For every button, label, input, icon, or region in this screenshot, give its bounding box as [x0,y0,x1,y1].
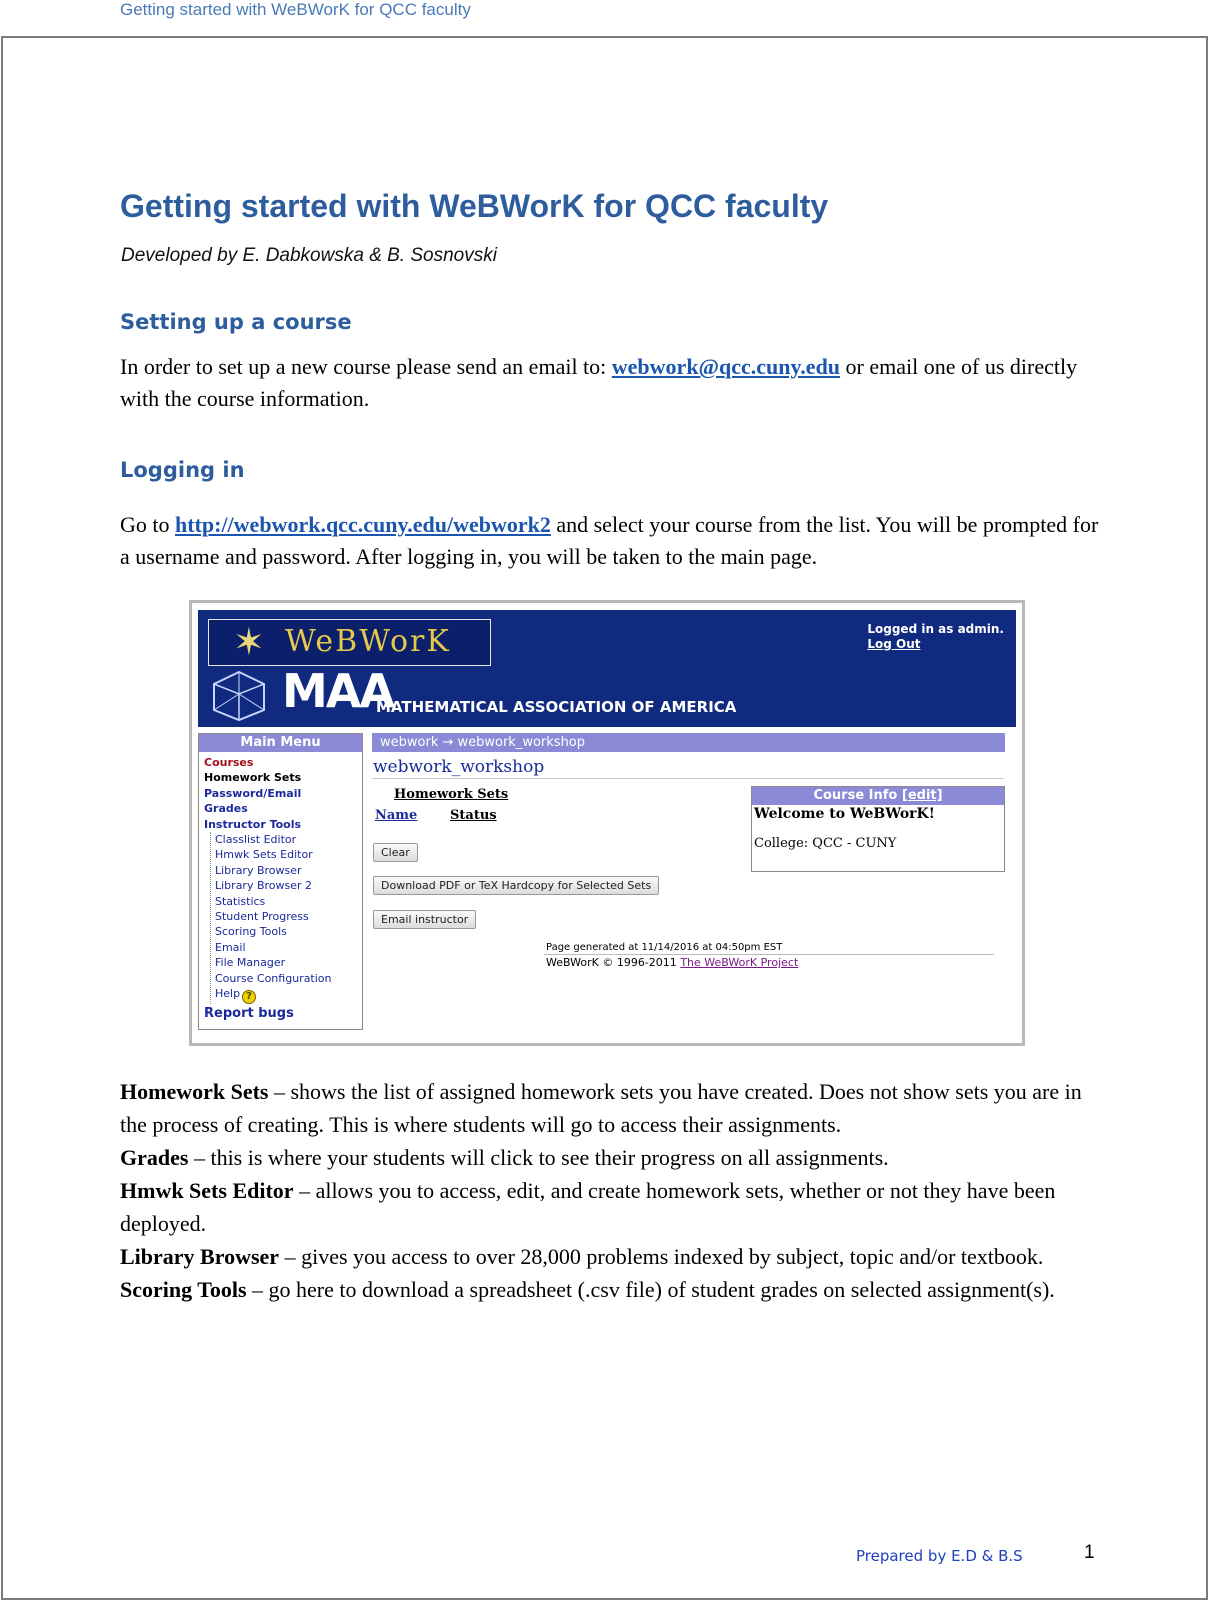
homework-sets-heading: Homework Sets [394,787,509,802]
webwork-logo-text: WeBWorK [285,624,451,659]
menu-item-library-browser[interactable]: Library Browser [215,863,302,877]
setup-text-before: In order to set up a new course please send an email to: [120,354,612,379]
star-icon: ✶ [233,622,265,664]
desc-hmwk-sets-editor: – allows you to access, edit, and create homework sets, whether or not they have been deployed. [120,1178,1056,1236]
term-library-browser: Library Browser [120,1244,280,1269]
help-question-icon: ? [242,990,256,1004]
term-homework-sets: Homework Sets [120,1079,269,1104]
email-link[interactable]: webwork@qcc.cuny.edu [611,354,841,379]
instructor-tools-submenu [210,832,362,1004]
desc-grades: – this is where your students will click to see their progress on all assignments. [188,1145,889,1170]
main-menu [198,733,363,1030]
column-name-header[interactable]: Name [375,808,418,823]
menu-item-classlist-editor[interactable]: Classlist Editor [215,833,297,847]
course-name: webwork_workshop [373,757,545,777]
page-number: 1 [1084,1542,1095,1563]
email-instructor-button[interactable]: Email instructor [373,910,476,929]
maa-full-name: MATHEMATICAL ASSOCIATION OF AMERICA [376,698,737,716]
maa-polyhedron-icon [210,670,268,722]
paragraph-setup [120,351,1100,415]
course-info-college: College: QCC - CUNY [754,836,897,851]
course-info-label: Course Info [813,788,898,803]
menu-item-course-configuration[interactable]: Course Configuration [215,971,332,985]
menu-item-student-progress[interactable]: Student Progress [215,910,309,924]
desc-homework-sets: – shows the list of assigned homework sets you have created. Does not show sets you are in the process of creating. This is where students will go to access their assignments. [120,1079,1082,1137]
copyright-text: WeBWorK © 1996-2011 [546,956,681,969]
course-info-box [751,786,1005,872]
menu-item-email[interactable]: Email [215,940,246,954]
course-divider [372,778,1004,779]
help-label: Help [215,987,241,1001]
copyright-line [546,956,798,969]
menu-item-file-manager[interactable]: File Manager [215,956,286,970]
login-status: Logged in as admin. [867,622,1004,636]
prepared-by: Prepared by E.D & B.S [856,1547,1023,1565]
login-text-after: and select your course from the list. You will be prompted for a username and password. After logging in, you will be taken to the main page. [120,512,1099,569]
webwork-banner [198,610,1016,727]
definition-grades [120,1141,1095,1174]
main-menu-title: Main Menu [199,734,362,752]
login-info [867,622,1004,652]
menu-item-statistics[interactable]: Statistics [215,894,266,908]
definition-scoring-tools [120,1273,1095,1306]
desc-scoring-tools: – go here to download a spreadsheet (.csv file) of student grades on selected assignment(s). [246,1277,1055,1302]
maa-logo-text: MAA [282,664,393,718]
webwork-url-link[interactable]: http://webwork.qcc.cuny.edu/webwork2 [175,512,551,537]
page-title: Getting started with WeBWorK for QCC faculty [120,188,829,224]
section-heading-login: Logging in [120,458,245,482]
menu-item-scoring-tools[interactable]: Scoring Tools [215,925,287,939]
webwork-logo [208,619,491,666]
definition-homework-sets [120,1075,1095,1141]
setup-text-after: or email one of us directly with the course information. [120,354,1078,411]
webwork-project-link[interactable]: The WeBWorK Project [680,956,799,969]
definition-hmwk-sets-editor [120,1174,1095,1240]
course-info-edit-link[interactable]: [edit] [901,788,943,803]
menu-item-instructor-tools[interactable]: Instructor Tools [204,817,302,831]
desc-library-browser: – gives you access to over 28,000 problems indexed by subject, topic and/or textbook. [279,1244,1044,1269]
screenshot-footer-divider [544,954,994,955]
clear-button[interactable]: Clear [373,843,418,862]
page-generated-text: Page generated at 11/14/2016 at 04:50pm EST [546,942,783,953]
paragraph-login [120,509,1100,573]
column-status-header[interactable]: Status [450,808,497,823]
menu-item-hmwk-sets-editor[interactable]: Hmwk Sets Editor [215,848,313,862]
menu-item-password-email[interactable]: Password/Email [204,786,302,800]
definitions-list [120,1075,1095,1306]
menu-item-report-bugs[interactable]: Report bugs [204,1006,294,1022]
menu-item-homework-sets[interactable]: Homework Sets [204,771,302,785]
breadcrumb: webwork → webwork_workshop [372,733,1005,752]
menu-item-courses[interactable]: Courses [204,756,254,769]
definition-library-browser [120,1240,1095,1273]
menu-item-library-browser-2[interactable]: Library Browser 2 [215,879,313,893]
main-menu-list [199,752,362,1022]
term-scoring-tools: Scoring Tools [120,1277,247,1302]
running-header: Getting started with WeBWorK for QCC faculty [120,0,471,19]
download-hardcopy-button[interactable]: Download PDF or TeX Hardcopy for Selected Sets [373,876,659,895]
logout-link[interactable]: Log Out [867,637,921,651]
course-info-title [752,787,1004,805]
login-text-before: Go to [120,512,175,537]
section-heading-setup: Setting up a course [120,310,352,334]
menu-item-help[interactable] [215,986,362,1004]
term-grades: Grades [120,1145,189,1170]
webwork-screenshot [189,600,1025,1046]
term-hmwk-sets-editor: Hmwk Sets Editor [120,1178,294,1203]
menu-item-grades[interactable]: Grades [204,802,248,816]
subtitle: Developed by E. Dabkowska & B. Sosnovski [121,245,497,266]
course-info-welcome: Welcome to WeBWorK! [754,806,935,822]
